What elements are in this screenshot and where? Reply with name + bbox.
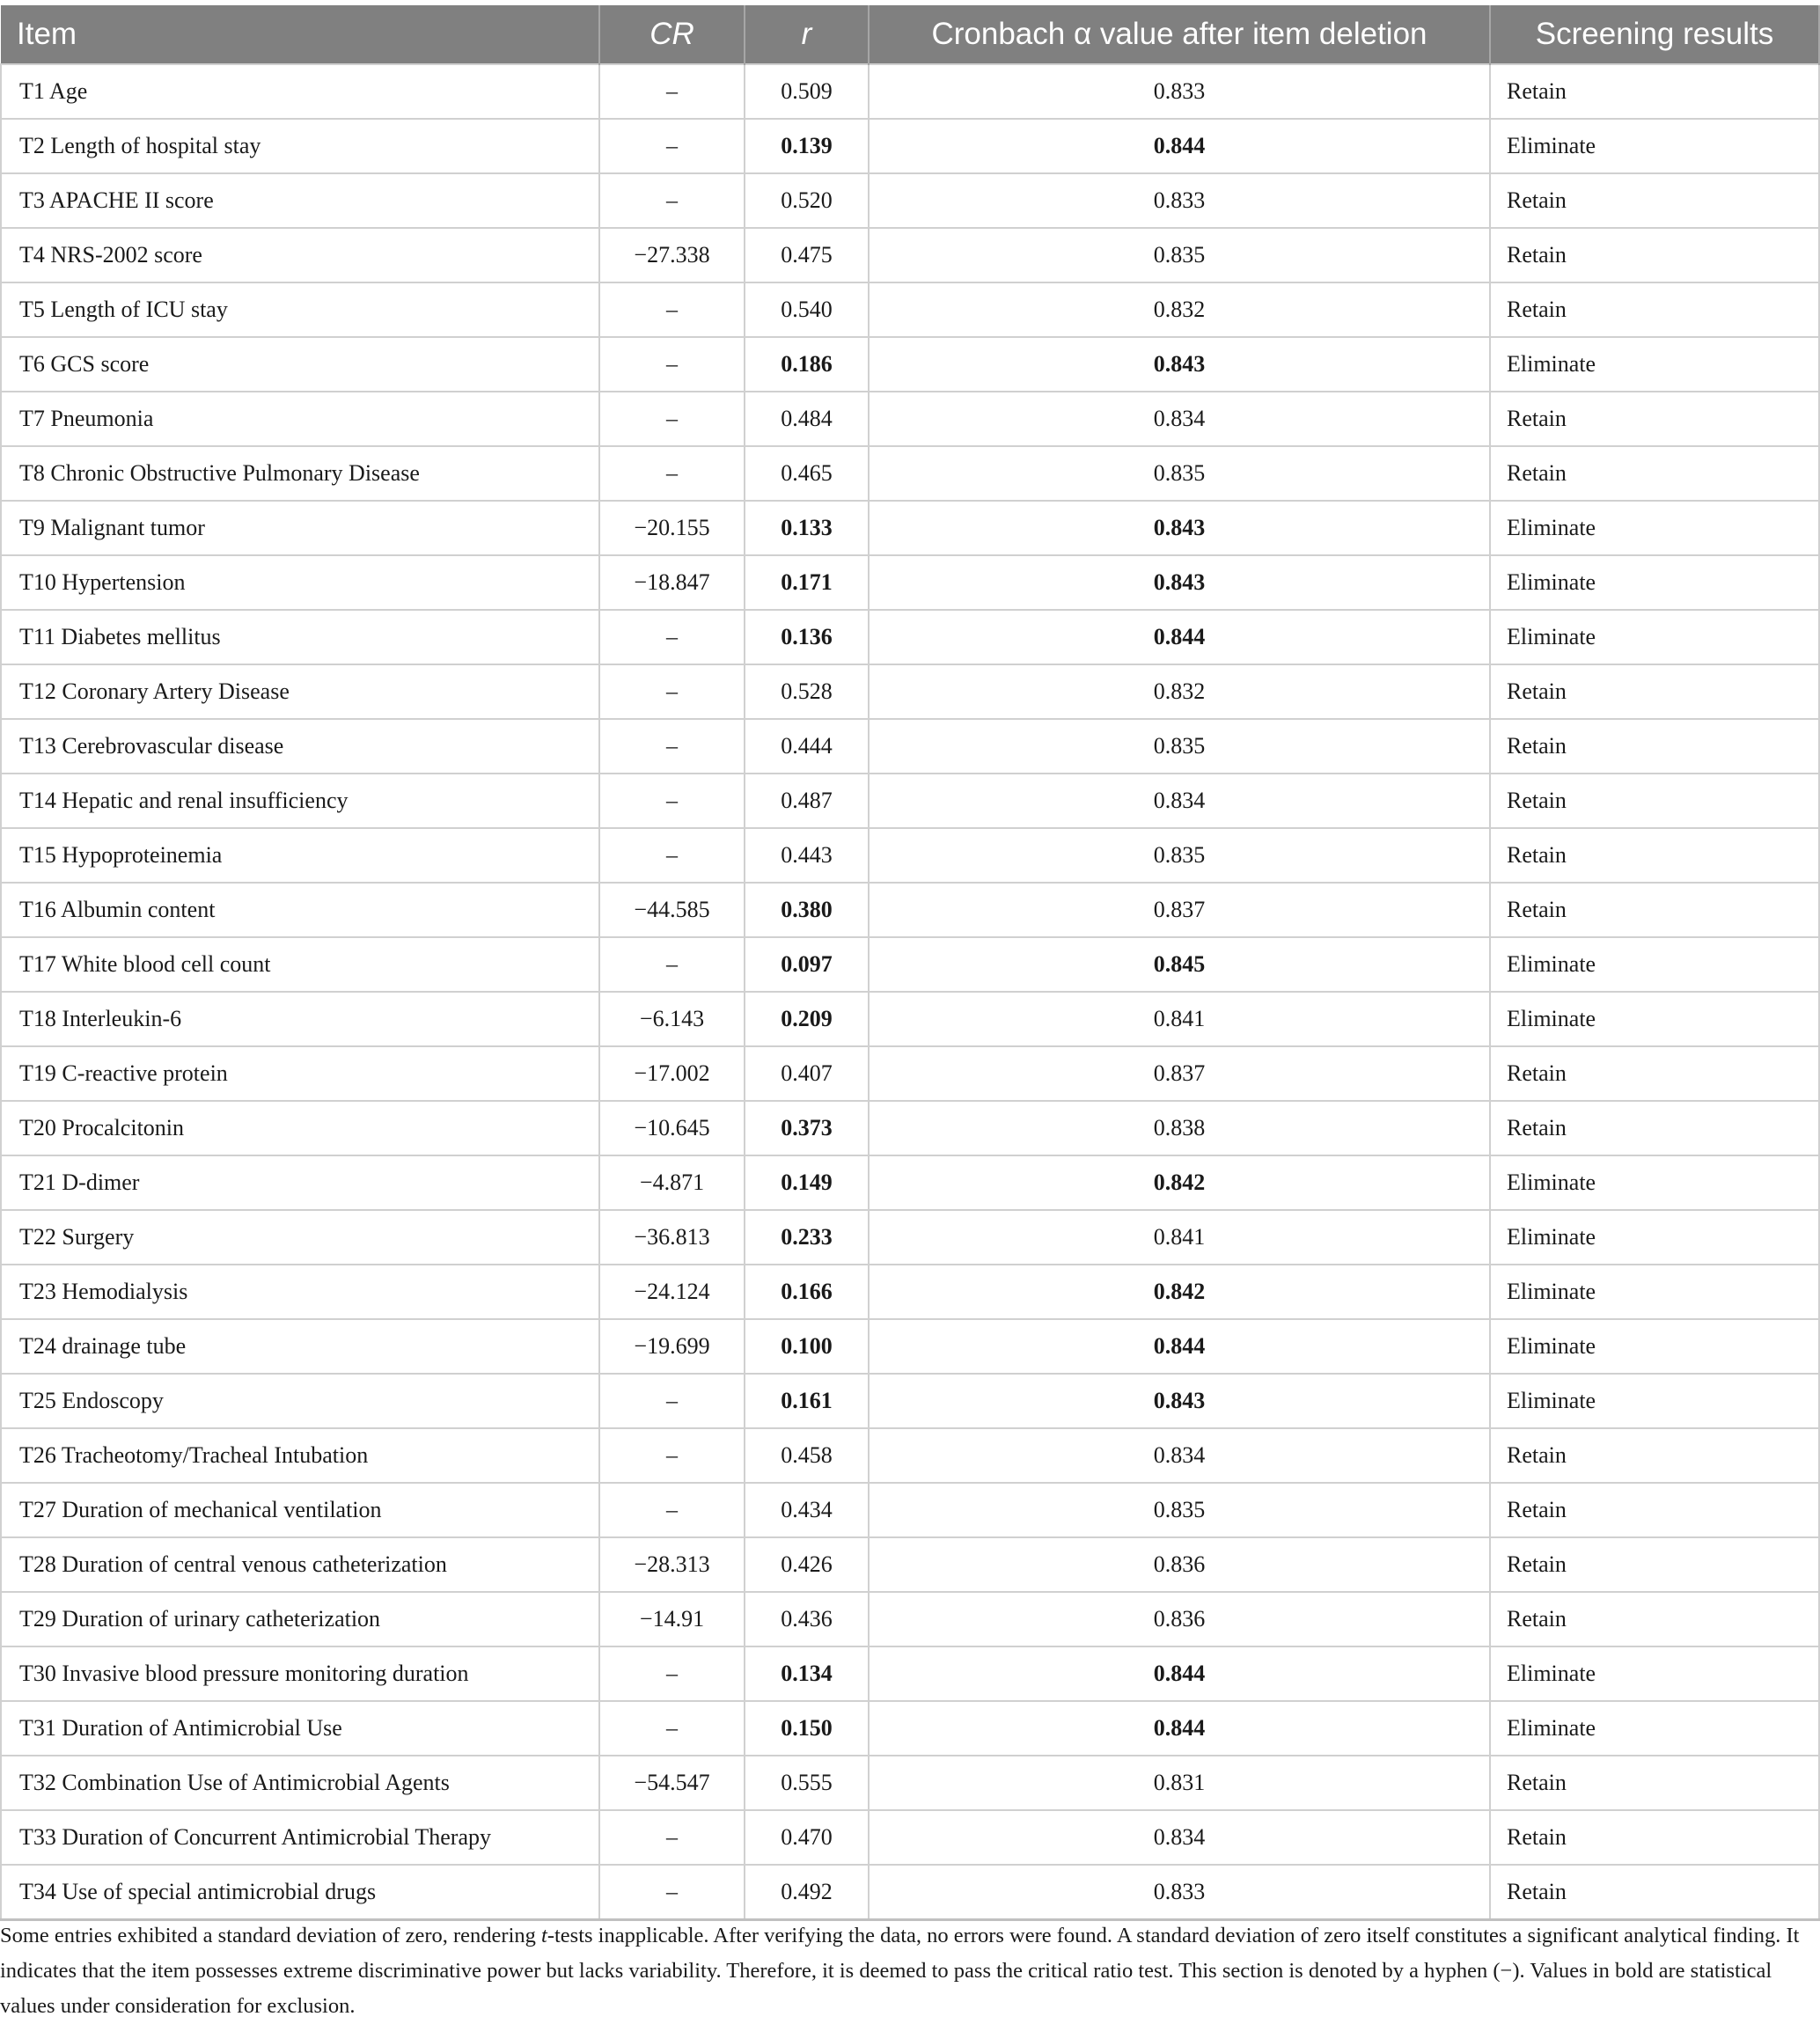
- table-row: [1, 1210, 1819, 1265]
- r-cell: 0.380: [745, 883, 869, 937]
- screening-result-cell: Retain: [1490, 228, 1819, 282]
- table-row: [1, 1756, 1819, 1810]
- alpha-cell: 0.836: [869, 1592, 1490, 1646]
- r-cell: 0.209: [745, 992, 869, 1046]
- cr-cell: −54.547: [599, 1756, 745, 1810]
- item-cell: T28 Duration of central venous catheterization: [1, 1537, 599, 1592]
- screening-result-cell: Eliminate: [1490, 992, 1819, 1046]
- r-cell: 0.233: [745, 1210, 869, 1265]
- r-cell: 0.434: [745, 1483, 869, 1537]
- r-cell: 0.150: [745, 1701, 869, 1756]
- alpha-cell: 0.837: [869, 883, 1490, 937]
- alpha-cell: 0.835: [869, 1483, 1490, 1537]
- alpha-cell: 0.834: [869, 1810, 1490, 1865]
- header-cronbach-alpha: Cronbach α value after item deletion: [869, 5, 1490, 64]
- cr-cell: –: [599, 1646, 745, 1701]
- footnote-t-italic: t: [541, 1924, 547, 1947]
- cr-cell: −27.338: [599, 228, 745, 282]
- screening-result-cell: Retain: [1490, 282, 1819, 337]
- screening-result-cell: Eliminate: [1490, 1210, 1819, 1265]
- r-cell: 0.171: [745, 555, 869, 610]
- r-cell: 0.134: [745, 1646, 869, 1701]
- screening-result-cell: Retain: [1490, 1537, 1819, 1592]
- item-cell: T12 Coronary Artery Disease: [1, 664, 599, 719]
- alpha-cell: 0.833: [869, 1865, 1490, 1920]
- screening-result-cell: Retain: [1490, 392, 1819, 446]
- cr-cell: –: [599, 1374, 745, 1428]
- table-footnote: [0, 1918, 1813, 2024]
- cr-cell: –: [599, 828, 745, 883]
- alpha-cell: 0.838: [869, 1101, 1490, 1155]
- r-cell: 0.166: [745, 1265, 869, 1319]
- r-cell: 0.097: [745, 937, 869, 992]
- table-row: [1, 883, 1819, 937]
- item-cell: T9 Malignant tumor: [1, 501, 599, 555]
- item-cell: T24 drainage tube: [1, 1319, 599, 1374]
- screening-result-cell: Retain: [1490, 1483, 1819, 1537]
- r-cell: 0.555: [745, 1756, 869, 1810]
- screening-result-cell: Eliminate: [1490, 119, 1819, 173]
- screening-result-cell: Retain: [1490, 446, 1819, 501]
- table-row: [1, 119, 1819, 173]
- cr-cell: –: [599, 337, 745, 392]
- r-cell: 0.373: [745, 1101, 869, 1155]
- item-cell: T20 Procalcitonin: [1, 1101, 599, 1155]
- table-row: [1, 228, 1819, 282]
- item-cell: T33 Duration of Concurrent Antimicrobial Therapy: [1, 1810, 599, 1865]
- table-row: [1, 1865, 1819, 1920]
- item-cell: T7 Pneumonia: [1, 392, 599, 446]
- cr-cell: −28.313: [599, 1537, 745, 1592]
- r-cell: 0.136: [745, 610, 869, 664]
- item-cell: T1 Age: [1, 64, 599, 119]
- cr-cell: −6.143: [599, 992, 745, 1046]
- alpha-cell: 0.832: [869, 282, 1490, 337]
- screening-result-cell: Retain: [1490, 1428, 1819, 1483]
- item-cell: T25 Endoscopy: [1, 1374, 599, 1428]
- alpha-cell: 0.845: [869, 937, 1490, 992]
- table-row: [1, 282, 1819, 337]
- cr-cell: −20.155: [599, 501, 745, 555]
- alpha-cell: 0.843: [869, 337, 1490, 392]
- screening-result-cell: Retain: [1490, 828, 1819, 883]
- cr-cell: –: [599, 610, 745, 664]
- alpha-cell: 0.844: [869, 1646, 1490, 1701]
- r-cell: 0.470: [745, 1810, 869, 1865]
- alpha-cell: 0.835: [869, 828, 1490, 883]
- r-cell: 0.149: [745, 1155, 869, 1210]
- cr-cell: –: [599, 1701, 745, 1756]
- alpha-cell: 0.841: [869, 992, 1490, 1046]
- alpha-cell: 0.835: [869, 446, 1490, 501]
- alpha-cell: 0.844: [869, 119, 1490, 173]
- r-cell: 0.443: [745, 828, 869, 883]
- cr-cell: –: [599, 937, 745, 992]
- cr-cell: –: [599, 1428, 745, 1483]
- screening-result-cell: Retain: [1490, 1592, 1819, 1646]
- r-cell: 0.465: [745, 446, 869, 501]
- screening-result-cell: Retain: [1490, 1101, 1819, 1155]
- cr-cell: −24.124: [599, 1265, 745, 1319]
- r-cell: 0.426: [745, 1537, 869, 1592]
- table-row: [1, 64, 1819, 119]
- screening-result-cell: Retain: [1490, 1865, 1819, 1920]
- item-cell: T23 Hemodialysis: [1, 1265, 599, 1319]
- alpha-cell: 0.835: [869, 228, 1490, 282]
- screening-result-cell: Retain: [1490, 1810, 1819, 1865]
- screening-result-cell: Retain: [1490, 173, 1819, 228]
- table-row: [1, 392, 1819, 446]
- alpha-cell: 0.837: [869, 1046, 1490, 1101]
- cr-cell: −10.645: [599, 1101, 745, 1155]
- table-row: [1, 446, 1819, 501]
- item-cell: T18 Interleukin-6: [1, 992, 599, 1046]
- table-row: [1, 1046, 1819, 1101]
- screening-result-cell: Eliminate: [1490, 610, 1819, 664]
- item-cell: T34 Use of special antimicrobial drugs: [1, 1865, 599, 1920]
- r-cell: 0.484: [745, 392, 869, 446]
- screening-result-cell: Retain: [1490, 883, 1819, 937]
- r-cell: 0.186: [745, 337, 869, 392]
- cr-cell: –: [599, 1810, 745, 1865]
- footnote-text-1: Some entries exhibited a standard deviation of zero, rendering: [0, 1924, 542, 1947]
- screening-result-cell: Eliminate: [1490, 555, 1819, 610]
- r-cell: 0.492: [745, 1865, 869, 1920]
- cr-cell: –: [599, 1865, 745, 1920]
- item-cell: T32 Combination Use of Antimicrobial Agents: [1, 1756, 599, 1810]
- screening-result-cell: Eliminate: [1490, 1155, 1819, 1210]
- header-cr: CR: [599, 5, 745, 64]
- cr-cell: –: [599, 64, 745, 119]
- alpha-cell: 0.835: [869, 719, 1490, 774]
- table-row: [1, 1265, 1819, 1319]
- table-body: [1, 64, 1819, 1920]
- header-screening-results: Screening results: [1490, 5, 1819, 64]
- alpha-cell: 0.836: [869, 1537, 1490, 1592]
- table-row: [1, 1374, 1819, 1428]
- r-cell: 0.139: [745, 119, 869, 173]
- cr-cell: −36.813: [599, 1210, 745, 1265]
- cr-cell: −14.91: [599, 1592, 745, 1646]
- item-cell: T10 Hypertension: [1, 555, 599, 610]
- item-cell: T13 Cerebrovascular disease: [1, 719, 599, 774]
- item-cell: T22 Surgery: [1, 1210, 599, 1265]
- screening-result-cell: Retain: [1490, 64, 1819, 119]
- header-item: Item: [1, 5, 599, 64]
- table-row: [1, 610, 1819, 664]
- screening-result-cell: Eliminate: [1490, 1374, 1819, 1428]
- alpha-cell: 0.833: [869, 173, 1490, 228]
- screening-result-cell: Retain: [1490, 774, 1819, 828]
- alpha-cell: 0.843: [869, 555, 1490, 610]
- alpha-cell: 0.833: [869, 64, 1490, 119]
- r-cell: 0.133: [745, 501, 869, 555]
- screening-result-cell: Eliminate: [1490, 1319, 1819, 1374]
- cr-cell: −44.585: [599, 883, 745, 937]
- alpha-cell: 0.843: [869, 501, 1490, 555]
- cr-cell: –: [599, 446, 745, 501]
- r-cell: 0.528: [745, 664, 869, 719]
- screening-result-cell: Retain: [1490, 719, 1819, 774]
- footnote-text-2: -tests inapplicable. After verifying the data, no errors were found. A standard deviation of zero itself constitutes a significant analytical finding. It indicates that the item possesses extreme discriminative power but lacks variability. Therefore, it is deemed to pass the critical ratio test. This section is denoted by a hyphen (−). Values in bold are statistical values under consideration for exclusion.: [0, 1924, 1800, 2018]
- item-cell: T26 Tracheotomy/Tracheal Intubation: [1, 1428, 599, 1483]
- header-r: r: [745, 5, 869, 64]
- cr-cell: –: [599, 1483, 745, 1537]
- item-screening-table: [0, 5, 1820, 1921]
- item-cell: T8 Chronic Obstructive Pulmonary Disease: [1, 446, 599, 501]
- item-cell: T21 D-dimer: [1, 1155, 599, 1210]
- cr-cell: –: [599, 664, 745, 719]
- screening-result-cell: Retain: [1490, 664, 1819, 719]
- table-row: [1, 719, 1819, 774]
- alpha-cell: 0.844: [869, 1701, 1490, 1756]
- table-row: [1, 173, 1819, 228]
- table-row: [1, 774, 1819, 828]
- table-row: [1, 501, 1819, 555]
- table-row: [1, 337, 1819, 392]
- cr-cell: –: [599, 719, 745, 774]
- table-row: [1, 1319, 1819, 1374]
- r-cell: 0.509: [745, 64, 869, 119]
- screening-result-cell: Eliminate: [1490, 1701, 1819, 1756]
- cr-cell: –: [599, 392, 745, 446]
- table-row: [1, 1646, 1819, 1701]
- screening-result-cell: Eliminate: [1490, 1646, 1819, 1701]
- screening-result-cell: Eliminate: [1490, 501, 1819, 555]
- screening-result-cell: Eliminate: [1490, 337, 1819, 392]
- cr-cell: −4.871: [599, 1155, 745, 1210]
- cr-cell: –: [599, 282, 745, 337]
- screening-result-cell: Eliminate: [1490, 937, 1819, 992]
- r-cell: 0.436: [745, 1592, 869, 1646]
- item-cell: T5 Length of ICU stay: [1, 282, 599, 337]
- table-row: [1, 1483, 1819, 1537]
- item-cell: T11 Diabetes mellitus: [1, 610, 599, 664]
- alpha-cell: 0.844: [869, 610, 1490, 664]
- r-cell: 0.407: [745, 1046, 869, 1101]
- table-row: [1, 1537, 1819, 1592]
- r-cell: 0.458: [745, 1428, 869, 1483]
- item-cell: T29 Duration of urinary catheterization: [1, 1592, 599, 1646]
- item-cell: T19 C-reactive protein: [1, 1046, 599, 1101]
- item-cell: T30 Invasive blood pressure monitoring duration: [1, 1646, 599, 1701]
- alpha-cell: 0.844: [869, 1319, 1490, 1374]
- header-row: [1, 5, 1819, 64]
- cr-cell: −17.002: [599, 1046, 745, 1101]
- cr-cell: −18.847: [599, 555, 745, 610]
- item-cell: T31 Duration of Antimicrobial Use: [1, 1701, 599, 1756]
- alpha-cell: 0.841: [869, 1210, 1490, 1265]
- table-row: [1, 1810, 1819, 1865]
- item-cell: T27 Duration of mechanical ventilation: [1, 1483, 599, 1537]
- r-cell: 0.444: [745, 719, 869, 774]
- table-row: [1, 1592, 1819, 1646]
- item-cell: T4 NRS-2002 score: [1, 228, 599, 282]
- table-row: [1, 1155, 1819, 1210]
- alpha-cell: 0.834: [869, 1428, 1490, 1483]
- cr-cell: −19.699: [599, 1319, 745, 1374]
- cr-cell: –: [599, 119, 745, 173]
- table-row: [1, 828, 1819, 883]
- alpha-cell: 0.842: [869, 1265, 1490, 1319]
- table-row: [1, 1428, 1819, 1483]
- table-row: [1, 555, 1819, 610]
- screening-result-cell: Retain: [1490, 1756, 1819, 1810]
- alpha-cell: 0.842: [869, 1155, 1490, 1210]
- r-cell: 0.475: [745, 228, 869, 282]
- cr-cell: –: [599, 173, 745, 228]
- r-cell: 0.487: [745, 774, 869, 828]
- item-cell: T17 White blood cell count: [1, 937, 599, 992]
- r-cell: 0.540: [745, 282, 869, 337]
- alpha-cell: 0.843: [869, 1374, 1490, 1428]
- alpha-cell: 0.834: [869, 774, 1490, 828]
- item-cell: T15 Hypoproteinemia: [1, 828, 599, 883]
- item-cell: T14 Hepatic and renal insufficiency: [1, 774, 599, 828]
- item-cell: T3 APACHE II score: [1, 173, 599, 228]
- table-row: [1, 1101, 1819, 1155]
- table-row: [1, 937, 1819, 992]
- item-cell: T16 Albumin content: [1, 883, 599, 937]
- r-cell: 0.161: [745, 1374, 869, 1428]
- alpha-cell: 0.832: [869, 664, 1490, 719]
- table-row: [1, 664, 1819, 719]
- table-row: [1, 1701, 1819, 1756]
- r-cell: 0.520: [745, 173, 869, 228]
- screening-result-cell: Eliminate: [1490, 1265, 1819, 1319]
- screening-result-cell: Retain: [1490, 1046, 1819, 1101]
- alpha-cell: 0.831: [869, 1756, 1490, 1810]
- item-cell: T6 GCS score: [1, 337, 599, 392]
- item-cell: T2 Length of hospital stay: [1, 119, 599, 173]
- cr-cell: –: [599, 774, 745, 828]
- alpha-cell: 0.834: [869, 392, 1490, 446]
- table-row: [1, 992, 1819, 1046]
- r-cell: 0.100: [745, 1319, 869, 1374]
